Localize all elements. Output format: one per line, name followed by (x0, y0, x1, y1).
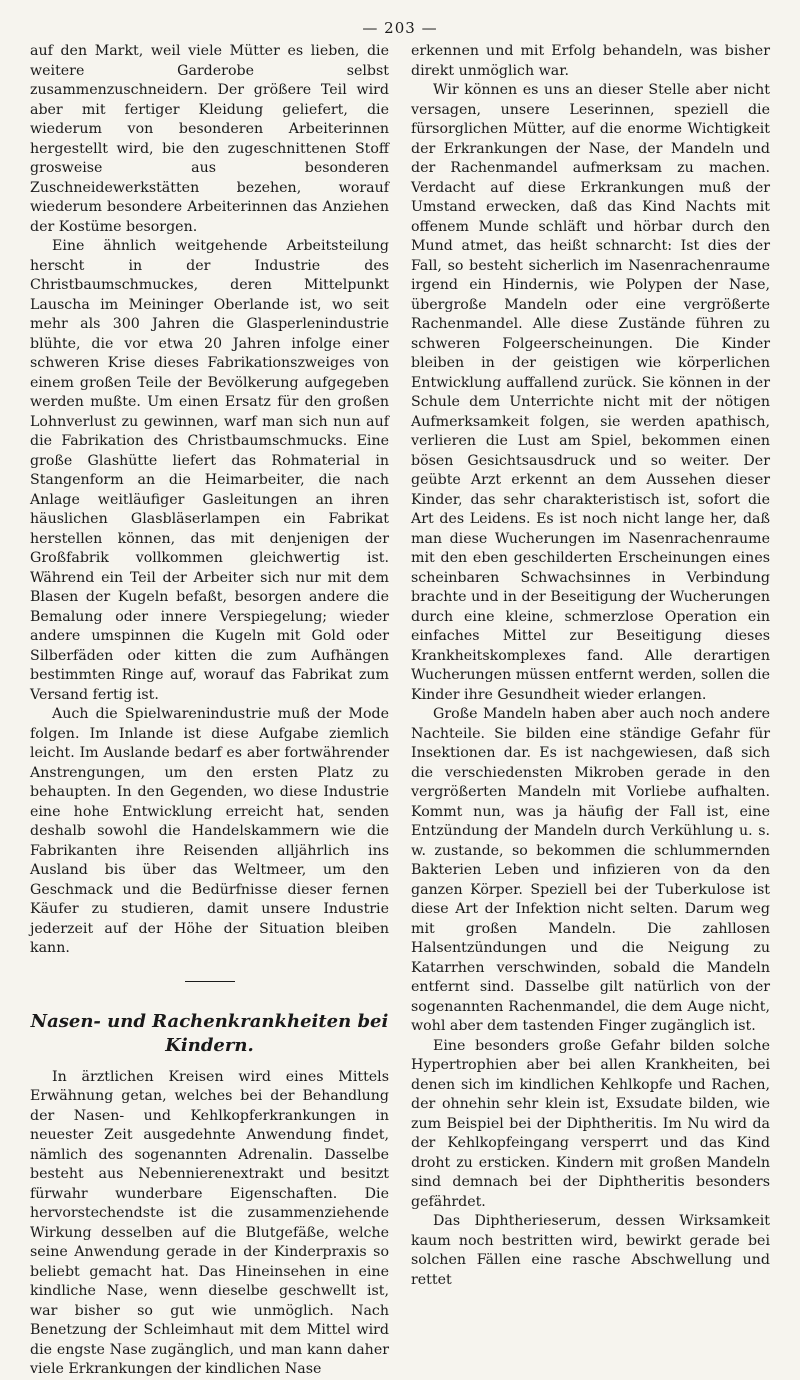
paragraph: erkennen und mit Erfolg behandeln, was bisher direkt unmöglich war. (411, 43, 770, 79)
paragraph: Wir können es uns an dieser Stelle aber nicht versagen, unsere Leserinnen, speziell die fürsorglichen Mütter, auf die enorme Wichtigkeit der Erkrankungen der Nase, der Mandeln und der Rachenmandel aufmerksam zu machen. Verdacht auf diese Erkrankungen muß der Umstand erwecken, daß das Kind Nachts mit offenem Munde schläft und hörbar durch den Mund atmet, das heißt schnarcht: Ist dies der Fall, so besteht sicherlich im Nasenrachenraume irgend ein Hindernis, wie Polypen der Nase, übergroße Mandeln oder eine vergrößerte Rachenmandel. Alle diese Zustände führen zu schweren Folgeerscheinungen. Die Kinder bleiben in der geistigen wie körperlichen Entwicklung auffallend zurück. Sie können in der Schule dem Unterrichte nicht mit der nötigen Aufmerksamkeit folgen, sie werden apathisch, verlieren die Lust am Spiel, bekommen einen bösen Gesichtsausdruck und so weiter. Der geübte Arzt erkennt an dem Aussehen dieser Kinder, das sehr charakteristisch ist, sofort die Art des Leidens. Es ist noch nicht lange her, daß man diese Wucherungen im Nasenrachenraume mit den eben geschilderten Erscheinungen eines scheinbaren Schwachsinnes in Verbindung brachte und in der Beseitigung der Wucherungen durch eine kleine, schmerzlose Operation ein einfaches Mittel zur Beseitigung dieses Krankheitskomplexes fand. Alle derartigen Wucherungen müssen entfernt werden, sollen die Kinder ihre Gesundheit wieder erlangen. (411, 82, 770, 703)
section-heading: Nasen- und Rachenkrankheiten bei Kindern. (30, 1010, 389, 1056)
section-divider (185, 981, 235, 982)
paragraph: Das Diphtherieserum, dessen Wirksamkeit kaum noch bestritten wird, bewirkt gerade bei solchen Fällen eine rasche Abschwellung und rettet (411, 1213, 770, 1288)
right-column (411, 42, 770, 1380)
paragraph: Eine besonders große Gefahr bilden solche Hypertrophien aber bei allen Krankheiten, bei denen sich im kindlichen Kehlkopfe und Rachen, der ohnehin sehr klein ist, Exsudate bilden, wie zum Beispiel bei der Diphtheritis. Im Nu wird da der Kehlkopfeingang versperrt und das Kind droht zu ersticken. Kindern mit großen Mandeln sind demnach bei der Diphtheritis besonders gefährdet. (411, 1037, 770, 1210)
paragraph: Große Mandeln haben aber auch noch andere Nachteile. Sie bilden eine ständige Gefahr für Insektionen dar. Es ist nachgewiesen, daß sich die verschiedensten Mikroben gerade in den vergrößerten Mandeln mit Vorliebe aufhalten. Kommt nun, was ja häufig der Fall ist, eine Entzündung der Mandeln durch Verkühlung u. s. w. zustande, so bekommen die schlummernden Bakterien Leben und infizieren von da den ganzen Körper. Speziell bei der Tuberkulose ist diese Art der Infektion nicht selten. Darum weg mit großen Mandeln. Die zahllosen Halsentzündungen und die Neigung zu Katarrhen verschwinden, sobald die Mandeln entfernt sind. Dasselbe gilt natürlich von der sogenannten Rachenmandel, die dem Auge nicht, wohl aber dem tastenden Finger zugänglich ist. (411, 706, 770, 1034)
text-columns (30, 42, 770, 1380)
left-column (30, 42, 389, 1380)
paragraph: auf den Markt, weil viele Mütter es lieben, die weitere Garderobe selbst zusammenzuschneidern. Der größere Teil wird aber mit fertiger Kleidung geliefert, die wiederum von besonderen Arbeiterinnen hergestellt wird, bie den zugeschnittenen Stoff grosweise aus besonderen Zuschneidewerkstätten bezehen, worauf wiederum besondere Arbeiterinnen das Anziehen der Kostüme besorgen. (30, 43, 389, 235)
page-number: — 203 — (362, 19, 438, 37)
paragraph: Eine ähnlich weitgehende Arbeitsteilung herscht in der Industrie des Christbaumschmuckes, deren Mittelpunkt Lauscha im Meininger Oberlande ist, wo seit mehr als 300 Jahren die Glasperlenindustrie blühte, die vor etwa 20 Jahren infolge einer schweren Krise dieses Fabrikationszweiges von einem großen Teile der Bevölkerung aufgegeben werden mußte. Um einen Ersatz für den großen Lohnverlust zu gewinnen, warf man sich nun auf die Fabrikation des Christbaumschmucks. Eine große Glashütte liefert das Rohmaterial in Stangenform an die Heimarbeiter, die nach Anlage weitläufiger Gasleitungen an ihren häuslichen Glasbläserlampen ein Fabrikat herstellen können, das mit denjenigen der Großfabrik vollkommen gleichwertig ist. Während ein Teil der Arbeiter sich nur mit dem Blasen der Kugeln befaßt, besorgen andere die Bemalung oder innere Verspiegelung; wieder andere umspinnen die Kugeln mit Gold oder Silberfäden oder kitten die zum Aufhängen bestimmten Ringe auf, worauf das Fabrikat zum Versand fertig ist. (30, 238, 389, 703)
paragraph: Auch die Spielwarenindustrie muß der Mode folgen. Im Inlande ist diese Aufgabe ziemlich leicht. Im Auslande bedarf es aber fortwährender Anstrengungen, um den ersten Platz zu behaupten. In den Gegenden, wo diese Industrie eine hohe Entwicklung erreicht hat, senden deshalb sowohl die Handelskammern wie die Fabrikanten ihre Reisenden alljährlich ins Ausland bis über das Weltmeer, um den Geschmack und die Bedürfnisse dieser fernen Käufer zu studieren, damit unsere Industrie jederzeit auf der Höhe der Situation bleiben kann. (30, 706, 389, 956)
paragraph: In ärztlichen Kreisen wird eines Mittels Erwähnung getan, welches bei der Behandlung der Nasen- und Kehlkopferkrankungen in neuester Zeit ausgedehnte Anwendung findet, nämlich des sogenannten Adrenalin. Dasselbe besteht aus Nebennierenextrakt und besitzt fürwahr wunderbare Eigenschaften. Die hervorstechendste ist die zusammenziehende Wirkung desselben auf die Blutgefäße, welche seine Anwendung gerade in der Kinderpraxis so beliebt gemacht hat. Das Hineinsehen in eine kindliche Nase, wenn dieselbe geschwellt ist, war bisher so gut wie unmöglich. Nach Benetzung der Schleimhaut mit dem Mittel wird die engste Nase zugänglich, und man kann daher viele Erkrankungen der kindlichen Nase (30, 1068, 389, 1377)
